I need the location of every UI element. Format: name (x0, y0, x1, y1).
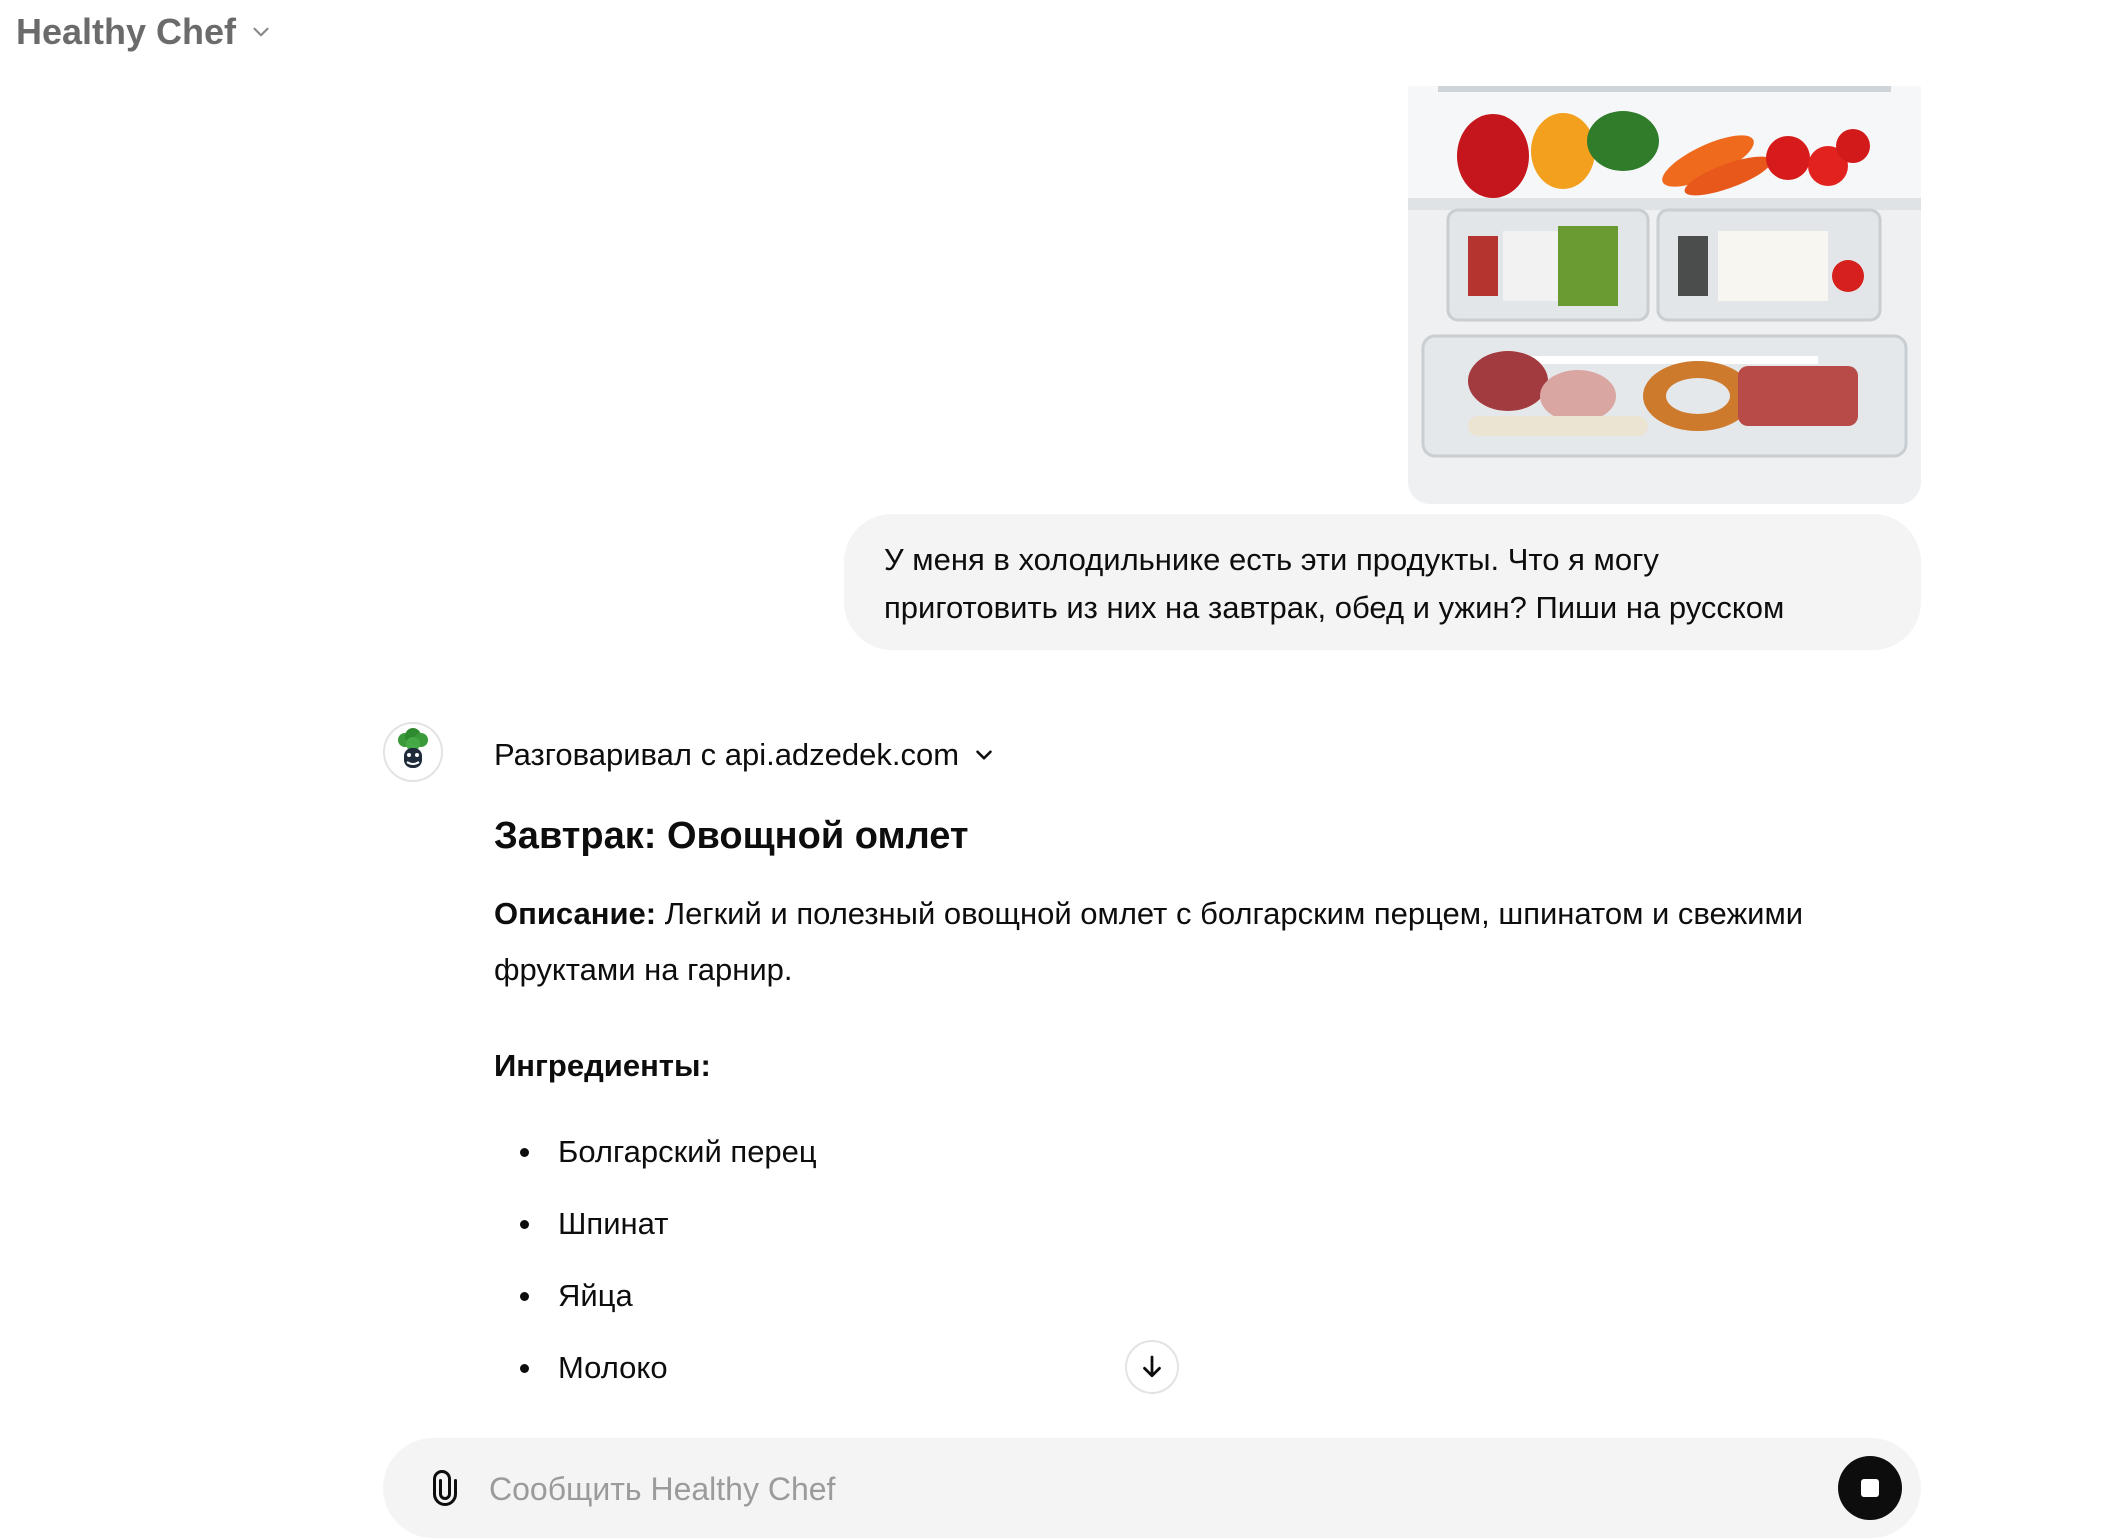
bullet-icon (520, 1364, 529, 1373)
ingredient-text: Яйца (558, 1278, 633, 1313)
ingredient-text: Болгарский перец (558, 1134, 817, 1169)
ingredients-list (494, 1124, 1934, 1412)
list-item (494, 1268, 1934, 1340)
ingredients-label: Ингредиенты: (494, 1048, 711, 1083)
section-heading: Завтрак: Овощной омлет (494, 815, 969, 857)
stop-button[interactable] (1838, 1456, 1902, 1520)
chevron-down-icon (248, 19, 274, 45)
user-message-bubble (844, 514, 1921, 650)
description (494, 886, 1924, 998)
bullet-icon (520, 1148, 529, 1157)
arrow-down-icon (1137, 1352, 1167, 1382)
paperclip-icon (427, 1468, 463, 1508)
talked-label: Разговаривал с api.adzedek.com (494, 737, 960, 772)
app-title: Healthy Chef (16, 11, 237, 52)
message-input[interactable] (487, 1460, 1741, 1518)
ingredient-text: Шпинат (558, 1206, 669, 1241)
stop-icon (1861, 1479, 1879, 1497)
list-item (494, 1340, 1934, 1412)
ingredient-text: Молоко (558, 1350, 668, 1385)
scroll-to-bottom-button[interactable] (1125, 1340, 1179, 1394)
attach-button[interactable] (423, 1466, 467, 1510)
user-message-line: У меня в холодильнике есть эти продукты. Что я могу (884, 542, 1659, 577)
fridge-photo[interactable] (1408, 86, 1921, 504)
list-item (494, 1124, 1934, 1196)
message-composer (383, 1438, 1921, 1538)
list-item (494, 1196, 1934, 1268)
action-disclosure[interactable] (494, 730, 1934, 780)
bullet-icon (520, 1292, 529, 1301)
bullet-icon (520, 1220, 529, 1229)
assistant-message (494, 730, 1934, 1412)
chef-avatar-icon (383, 722, 443, 782)
gpt-selector[interactable] (16, 8, 274, 56)
description-text: Легкий и полезный овощной омлет с болгарским перцем, шпинатом и свежими фруктами на гарнир. (494, 896, 1804, 987)
user-message-line: приготовить из них на завтрак, обед и ужин? Пиши на русском (884, 590, 1785, 625)
chevron-down-icon (971, 742, 997, 768)
description-label: Описание: (494, 896, 657, 931)
